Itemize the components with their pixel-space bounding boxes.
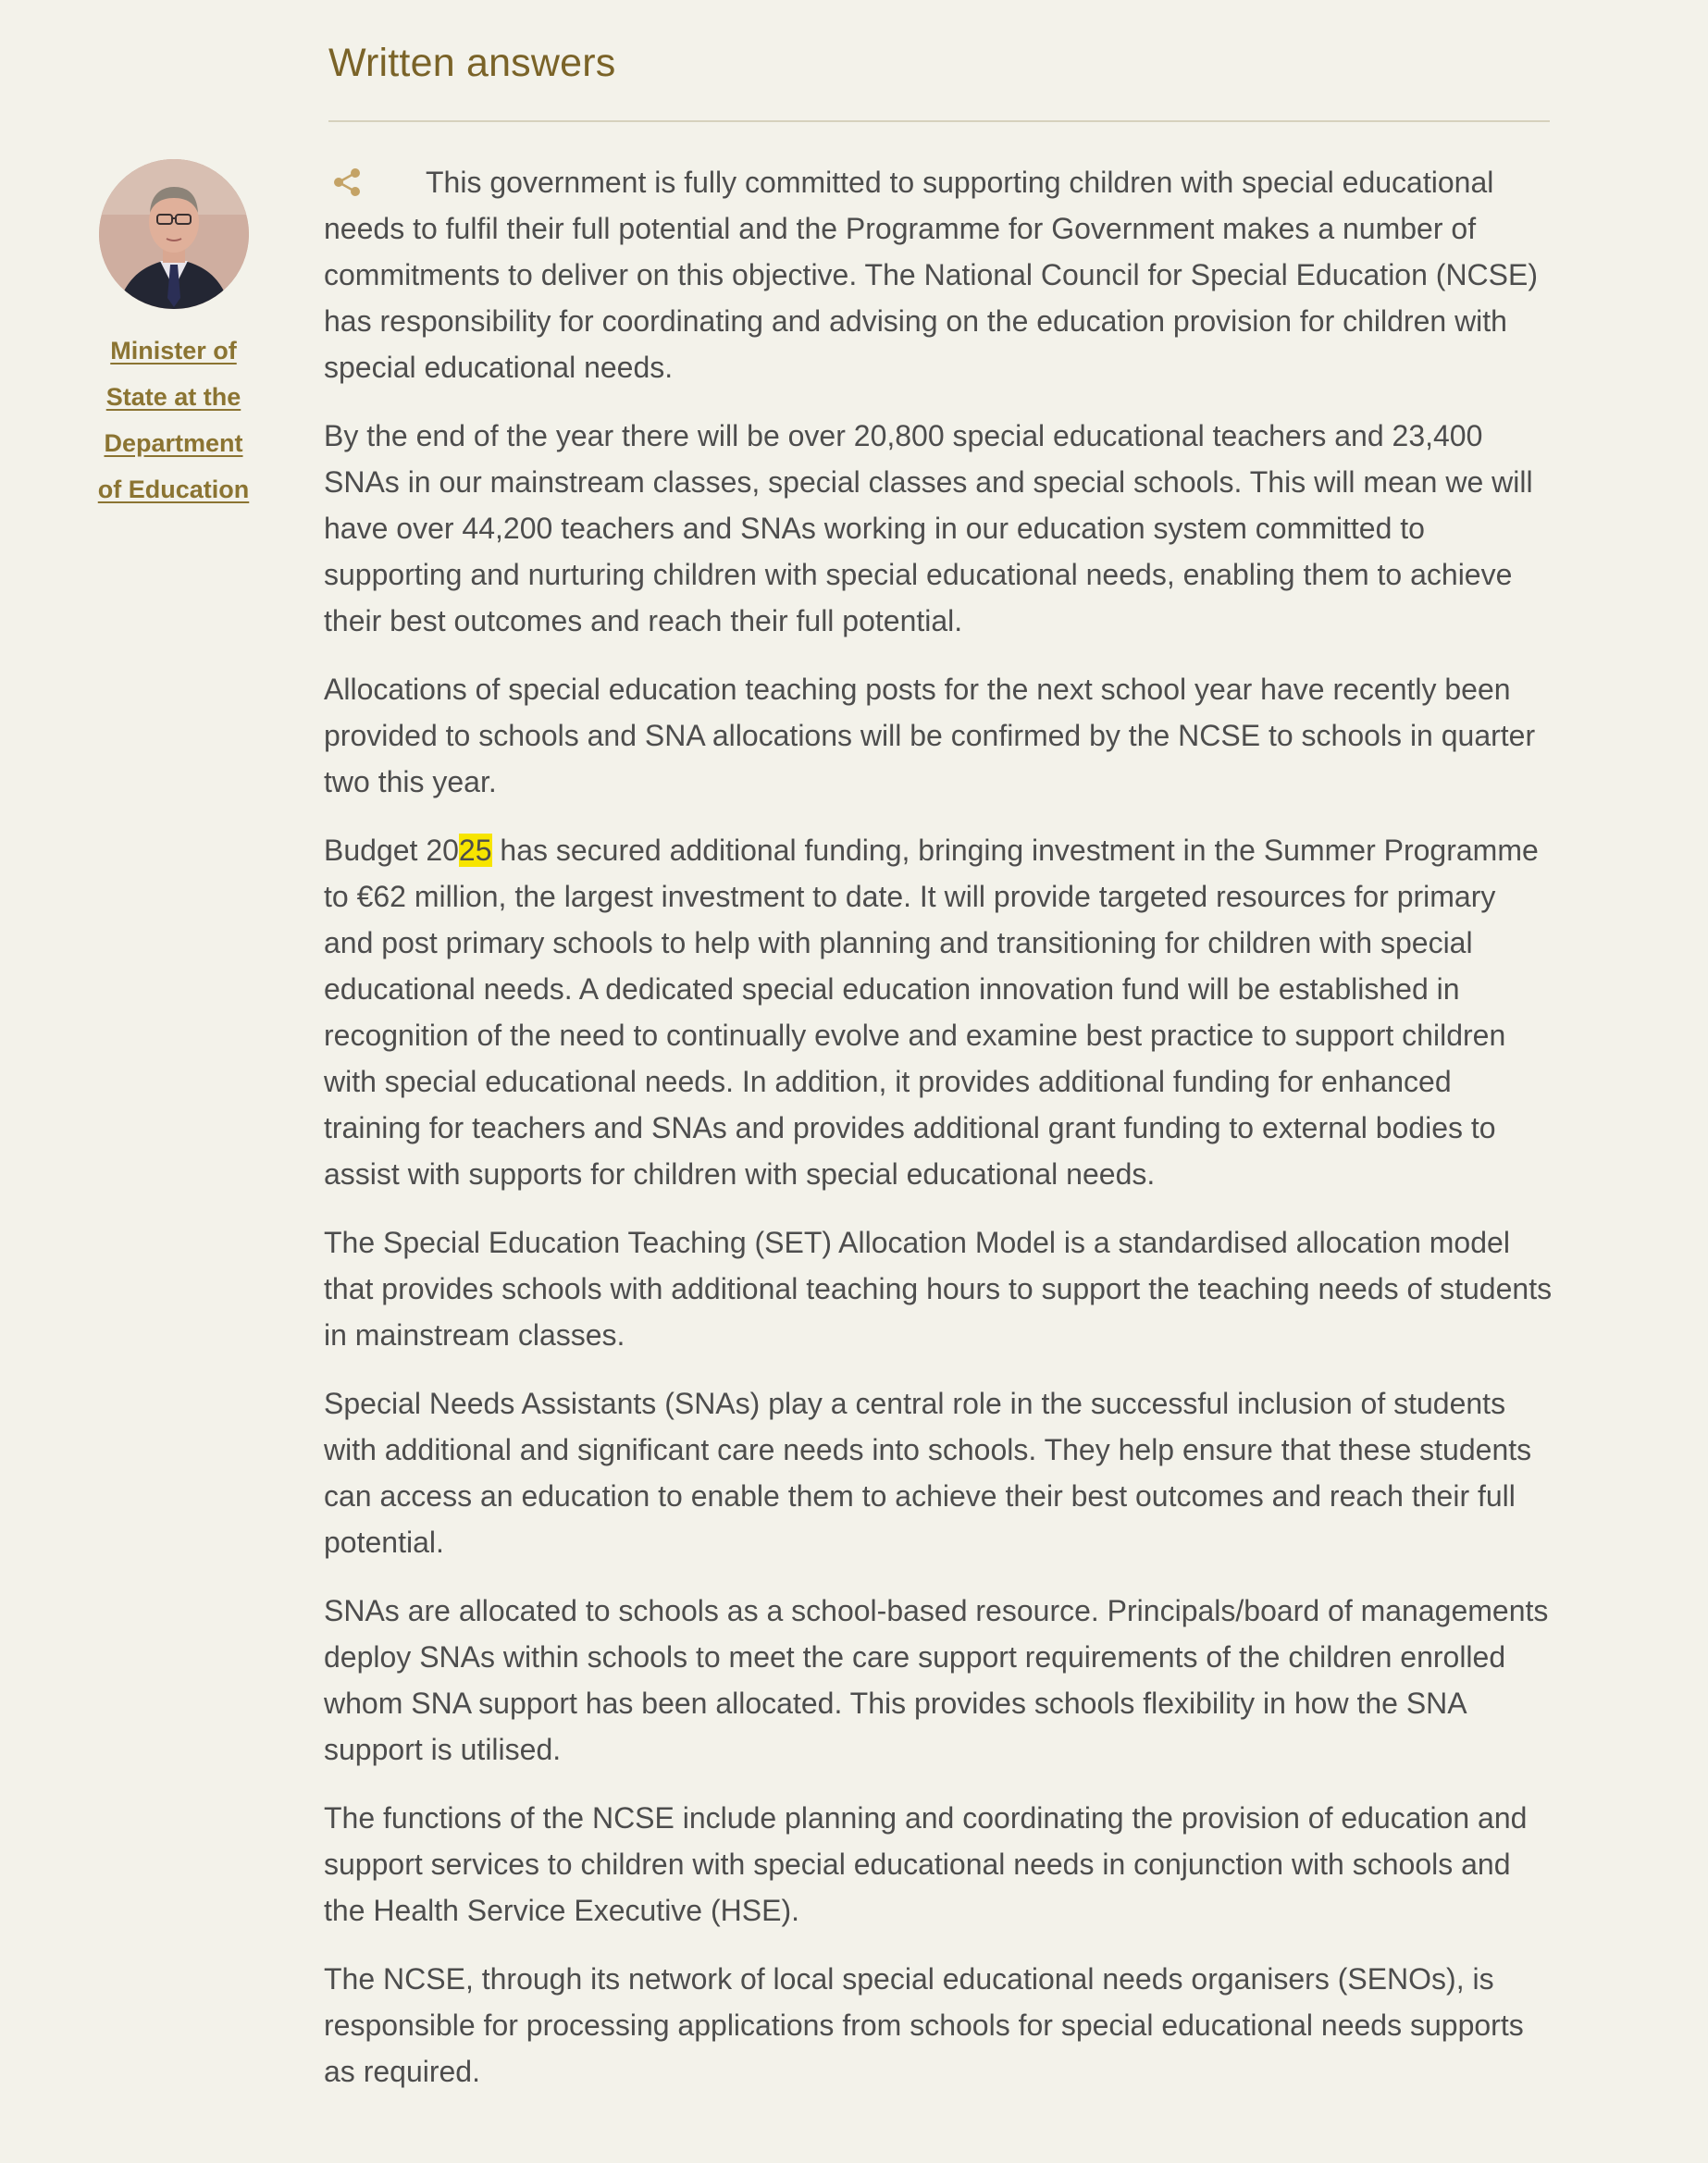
person-portrait-icon — [99, 159, 249, 309]
speaker-role-link[interactable] — [74, 328, 273, 513]
search-highlight: 25 — [458, 834, 492, 867]
speaker-panel — [74, 159, 273, 513]
answer-paragraph: This government is fully committed to supporting children with special educational needs to fulfil their full potential and the Programme for Government makes a number of commitments to deliver on this objective. The National Council for Special Education (NCSE) has responsibility for coordinating and advising on the education provision for children with special educational needs. — [324, 166, 1538, 384]
answer-body — [324, 159, 1553, 2117]
paragraph-text: has secured additional funding, bringing investment in the Summer Programme to €62 million, the largest investment to date. It will provide targeted resources for primary and post primary schools to help with planning and transitioning for children with special educational needs. A dedicated special education innovation fund will be established in recognition of the need to continually evolve and examine best practice to support children with special educational needs. In addition, it provides additional funding for enhanced training for teachers and SNAs and provides additional grant funding to external bodies to assist with supports for children with special educational needs. — [324, 834, 1539, 1191]
answer-paragraph: The NCSE, through its network of local special educational needs organisers (SENOs), is responsible for processing applications from schools for special educational needs supports as required. — [324, 1962, 1524, 2088]
speaker-role-line: Department — [104, 429, 243, 457]
share-icon[interactable] — [331, 167, 363, 198]
answer-paragraph: Special Needs Assistants (SNAs) play a central role in the successful inclusion of students with additional and significant care needs into schools. They help ensure that these students can access an education to enable them to achieve their best outcomes and reach their full potential. — [324, 1387, 1532, 1559]
title-divider — [328, 120, 1550, 122]
speaker-role-line: State at the — [105, 383, 241, 411]
answer-paragraph: SNAs are allocated to schools as a school-based resource. Principals/board of managements deploy SNAs within schools to meet the care support requirements of the children enrolled whom SNA support has been allocated. This provides schools flexibility in how the SNA support is utilised. — [324, 1594, 1549, 1766]
answer-paragraph: The functions of the NCSE include planning and coordinating the provision of education and support services to children with special educational needs in conjunction with schools and the Health Service Executive (HSE). — [324, 1801, 1528, 1927]
answer-paragraph — [324, 827, 1553, 1197]
speaker-role-line: of Education — [97, 476, 250, 503]
speaker-avatar[interactable] — [99, 159, 249, 309]
answer-paragraph: By the end of the year there will be over 20,800 special educational teachers and 23,400 SNAs in our mainstream classes, special classes and special schools. This will mean we will have over 44,200 teachers and SNAs working in our education system committed to supporting and nurturing children with special educational needs, enabling them to achieve their best outcomes and reach their full potential. — [324, 419, 1533, 637]
answer-paragraph: Allocations of special education teaching posts for the next school year have recently been provided to schools and SNA allocations will be confirmed by the NCSE to schools in quarter two this year. — [324, 673, 1536, 798]
paragraph-text: Budget 20 — [324, 834, 459, 867]
section-title: Written answers — [328, 41, 616, 85]
answer-paragraph: The Special Education Teaching (SET) Allocation Model is a standardised allocation model that provides schools with additional teaching hours to support the teaching needs of students in mainstream classes. — [324, 1226, 1553, 1352]
speaker-role-line: Minister of — [110, 337, 237, 365]
